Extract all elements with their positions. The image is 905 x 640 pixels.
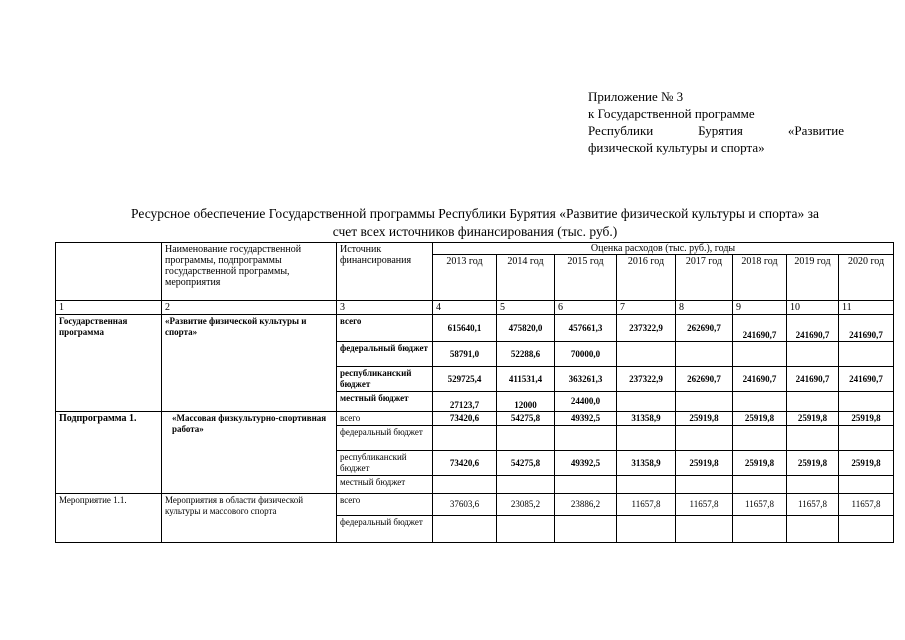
year-header: 2016 год (617, 255, 676, 301)
value-cell: 11657,8 (787, 494, 839, 516)
source-cell: всего (337, 412, 433, 426)
value-cell: 241690,7 (787, 315, 839, 342)
resource-table (55, 242, 894, 543)
year-header: 2018 год (733, 255, 787, 301)
value-cell (787, 426, 839, 451)
value-cell (433, 516, 497, 543)
value-cell: 25919,8 (733, 451, 787, 476)
value-cell: 241690,7 (839, 315, 894, 342)
value-cell (617, 426, 676, 451)
value-cell (733, 476, 787, 494)
value-cell (839, 426, 894, 451)
value-cell (617, 342, 676, 367)
row-type: Государственная программа (56, 315, 162, 412)
value-cell: 31358,9 (617, 412, 676, 426)
column-numbers-row (56, 301, 894, 315)
column-number: 9 (733, 301, 787, 315)
source-cell: всего (337, 315, 433, 342)
source-cell: местный бюджет (337, 392, 433, 412)
source-cell: республиканский бюджет (337, 451, 433, 476)
value-cell: 25919,8 (839, 412, 894, 426)
header-name: Наименование государственной программы, подпрограммы государственной программы, мероприятия (162, 243, 337, 301)
header-source: Источник финансирования (337, 243, 433, 301)
value-cell (676, 342, 733, 367)
column-number: 2 (162, 301, 337, 315)
appendix-word: Бурятия (698, 123, 743, 138)
value-cell: 54275,8 (497, 451, 555, 476)
source-cell: республиканский бюджет (337, 367, 433, 392)
appendix-line-1: Приложение № 3 (588, 89, 684, 104)
table-row (56, 412, 894, 426)
column-number: 10 (787, 301, 839, 315)
value-cell (733, 342, 787, 367)
value-cell (617, 516, 676, 543)
value-cell (787, 392, 839, 412)
value-cell: 25919,8 (676, 451, 733, 476)
value-cell: 25919,8 (676, 412, 733, 426)
value-cell (839, 392, 894, 412)
source-cell: федеральный бюджет (337, 426, 433, 451)
value-cell: 529725,4 (433, 367, 497, 392)
appendix-line-4: физической культуры и спорта» (588, 140, 765, 155)
title-line-1: Ресурсное обеспечение Государственной программы Республики Бурятия «Развитие физической культуры и спорта» за (131, 206, 819, 221)
value-cell: 25919,8 (839, 451, 894, 476)
column-number: 5 (497, 301, 555, 315)
value-cell (497, 516, 555, 543)
value-cell: 262690,7 (676, 315, 733, 342)
value-cell: 241690,7 (839, 367, 894, 392)
row-type: Мероприятие 1.1. (56, 494, 162, 543)
value-cell (839, 476, 894, 494)
appendix-line-2: к Государственной программе (588, 106, 755, 121)
appendix-note (588, 88, 844, 156)
value-cell (433, 476, 497, 494)
value-cell: 363261,3 (555, 367, 617, 392)
title-line-2: счет всех источников финансирования (тыс. руб.) (332, 224, 618, 239)
value-cell (676, 476, 733, 494)
value-cell: 237322,9 (617, 367, 676, 392)
year-header: 2013 год (433, 255, 497, 301)
header-row (56, 243, 894, 255)
value-cell (839, 342, 894, 367)
value-cell (787, 342, 839, 367)
year-header: 2015 год (555, 255, 617, 301)
source-cell: местный бюджет (337, 476, 433, 494)
column-number: 7 (617, 301, 676, 315)
year-header: 2014 год (497, 255, 555, 301)
value-cell: 54275,8 (497, 412, 555, 426)
value-cell: 411531,4 (497, 367, 555, 392)
year-header: 2017 год (676, 255, 733, 301)
column-number: 1 (56, 301, 162, 315)
value-cell (733, 392, 787, 412)
value-cell: 12000 (497, 392, 555, 412)
value-cell: 23886,2 (555, 494, 617, 516)
value-cell: 73420,6 (433, 451, 497, 476)
value-cell (497, 426, 555, 451)
value-cell: 49392,5 (555, 451, 617, 476)
value-cell (676, 516, 733, 543)
source-cell: федеральный бюджет (337, 516, 433, 543)
value-cell (787, 476, 839, 494)
appendix-line-3 (588, 122, 844, 139)
value-cell: 31358,9 (617, 451, 676, 476)
value-cell: 262690,7 (676, 367, 733, 392)
value-cell: 615640,1 (433, 315, 497, 342)
value-cell (617, 476, 676, 494)
value-cell (433, 426, 497, 451)
value-cell: 11657,8 (617, 494, 676, 516)
value-cell: 58791,0 (433, 342, 497, 367)
value-cell: 23085,2 (497, 494, 555, 516)
value-cell (733, 516, 787, 543)
value-cell: 241690,7 (787, 367, 839, 392)
value-cell (617, 392, 676, 412)
value-cell: 25919,8 (733, 412, 787, 426)
value-cell: 241690,7 (733, 367, 787, 392)
value-cell (676, 392, 733, 412)
source-cell: федеральный бюджет (337, 342, 433, 367)
value-cell: 11657,8 (733, 494, 787, 516)
value-cell: 241690,7 (733, 315, 787, 342)
value-cell: 457661,3 (555, 315, 617, 342)
value-cell: 475820,0 (497, 315, 555, 342)
column-number: 4 (433, 301, 497, 315)
row-name: «Развитие физической культуры и спорта» (162, 315, 337, 412)
value-cell: 73420,6 (433, 412, 497, 426)
value-cell (555, 516, 617, 543)
appendix-word: «Развитие (787, 123, 844, 138)
row-name: Мероприятия в области физической культуры и массового спорта (162, 494, 337, 543)
value-cell: 37603,6 (433, 494, 497, 516)
value-cell (555, 476, 617, 494)
column-number: 8 (676, 301, 733, 315)
value-cell: 25919,8 (787, 412, 839, 426)
value-cell: 237322,9 (617, 315, 676, 342)
value-cell: 25919,8 (787, 451, 839, 476)
value-cell (676, 426, 733, 451)
value-cell (839, 516, 894, 543)
value-cell (555, 426, 617, 451)
value-cell (733, 426, 787, 451)
value-cell (497, 476, 555, 494)
value-cell: 27123,7 (433, 392, 497, 412)
value-cell: 70000,0 (555, 342, 617, 367)
document-title (55, 205, 895, 241)
value-cell: 11657,8 (839, 494, 894, 516)
value-cell: 11657,8 (676, 494, 733, 516)
row-type: Подпрограмма 1. (56, 412, 162, 494)
source-cell: всего (337, 494, 433, 516)
table-row (56, 315, 894, 342)
column-number: 6 (555, 301, 617, 315)
year-header: 2019 год (787, 255, 839, 301)
value-cell: 24400,0 (555, 392, 617, 412)
appendix-word: Республики (588, 123, 654, 138)
value-cell (787, 516, 839, 543)
column-number: 11 (839, 301, 894, 315)
year-header: 2020 год (839, 255, 894, 301)
header-cell-empty (56, 243, 162, 301)
table-row (56, 494, 894, 516)
header-estimate: Оценка расходов (тыс. руб.), годы (433, 243, 894, 255)
value-cell: 52288,6 (497, 342, 555, 367)
column-number: 3 (337, 301, 433, 315)
row-name: «Массовая физкультурно-спортивная работа» (162, 412, 337, 494)
value-cell: 49392,5 (555, 412, 617, 426)
